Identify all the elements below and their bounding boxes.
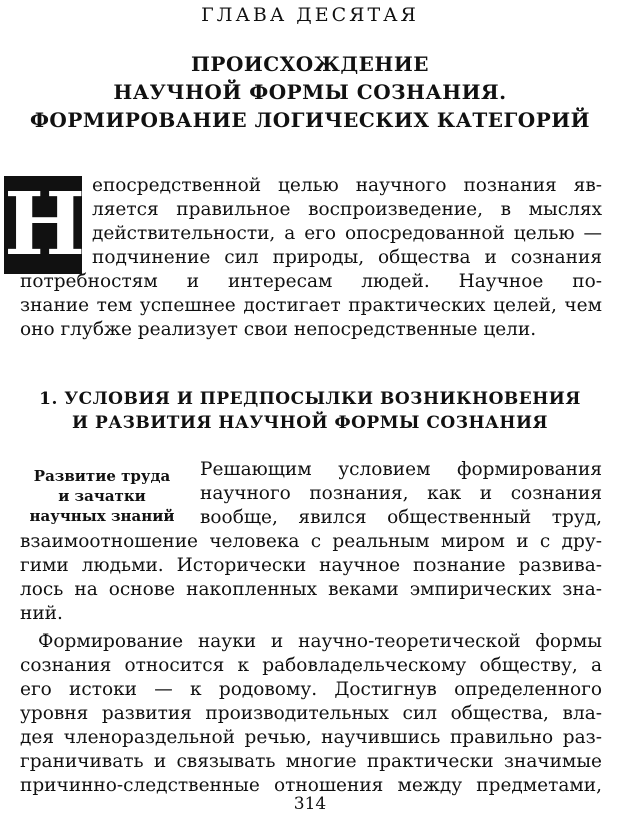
sidenote-line: Развитие труда [33, 467, 171, 485]
para2-line: граничивать и связывать многие практически значимые [20, 751, 602, 772]
para1-line: научного познания, как и сознания [200, 483, 602, 504]
title-line: ФОРМИРОВАНИЕ ЛОГИЧЕСКИХ КАТЕГОРИЙ [29, 108, 591, 132]
intro-line: епосредственной целью научного познания яв- [92, 175, 602, 196]
intro-line: действительности, а его опосредованной целью — [92, 223, 602, 244]
sidenote-line: научных знаний [29, 507, 175, 525]
para1-line: гими людьми. Исторически научное познание развива- [20, 555, 602, 576]
page-number: 314 [293, 794, 327, 814]
para2-line: сознания относится к рабовладельческому обществу, а [20, 655, 602, 676]
para1-line: Решающим условием формирования [200, 459, 602, 480]
intro-line: ляется правильное воспроизведение, в мыслях [92, 199, 602, 220]
para2-line: причинно-следственные отношения между предметами, [20, 775, 602, 796]
sidenote-line: и зачатки [58, 487, 146, 505]
drop-cap: Н [4, 174, 86, 275]
para2-line: его истоки — к родовому. Достигнув определенного [20, 679, 602, 700]
chapter-title [0, 50, 620, 134]
title-line: НАУЧНОЙ ФОРМЫ СОЗНАНИЯ. [113, 80, 507, 104]
title-line: ПРОИСХОЖДЕНИЕ [191, 52, 429, 76]
para1-line: вообще, явился общественный труд, [200, 507, 602, 528]
para2-line: уровня развития производительных сил общества, вла- [20, 703, 602, 724]
intro-line: знание тем успешнее достигает практических целей, чем [20, 295, 602, 316]
para1-line: взаимоотношение человека с реальным миром и с дру- [20, 531, 602, 552]
para1-line: лось на основе накопленных веками эмпирических зна- [20, 579, 602, 600]
section-heading-line: И РАЗВИТИЯ НАУЧНОЙ ФОРМЫ СОЗНАНИЯ [71, 413, 548, 433]
intro-line: оно глубже реализует свои непосредственные цели. [20, 319, 537, 340]
para2-line: дея членораздельной речью, научившись правильно раз- [20, 727, 602, 748]
para2-line: Формирование науки и научно-теоретической формы [38, 631, 602, 652]
sidenote [12, 466, 192, 526]
intro-line: потребностям и интересам людей. Научное по- [20, 271, 602, 292]
section-heading-line: 1. УСЛОВИЯ И ПРЕДПОСЫЛКИ ВОЗНИКНОВЕНИЯ [39, 389, 581, 409]
para1-line: ний. [20, 603, 63, 624]
intro-line: подчинение сил природы, общества и сознания [92, 247, 602, 268]
chapter-label: ГЛАВА ДЕСЯТАЯ [201, 4, 419, 26]
